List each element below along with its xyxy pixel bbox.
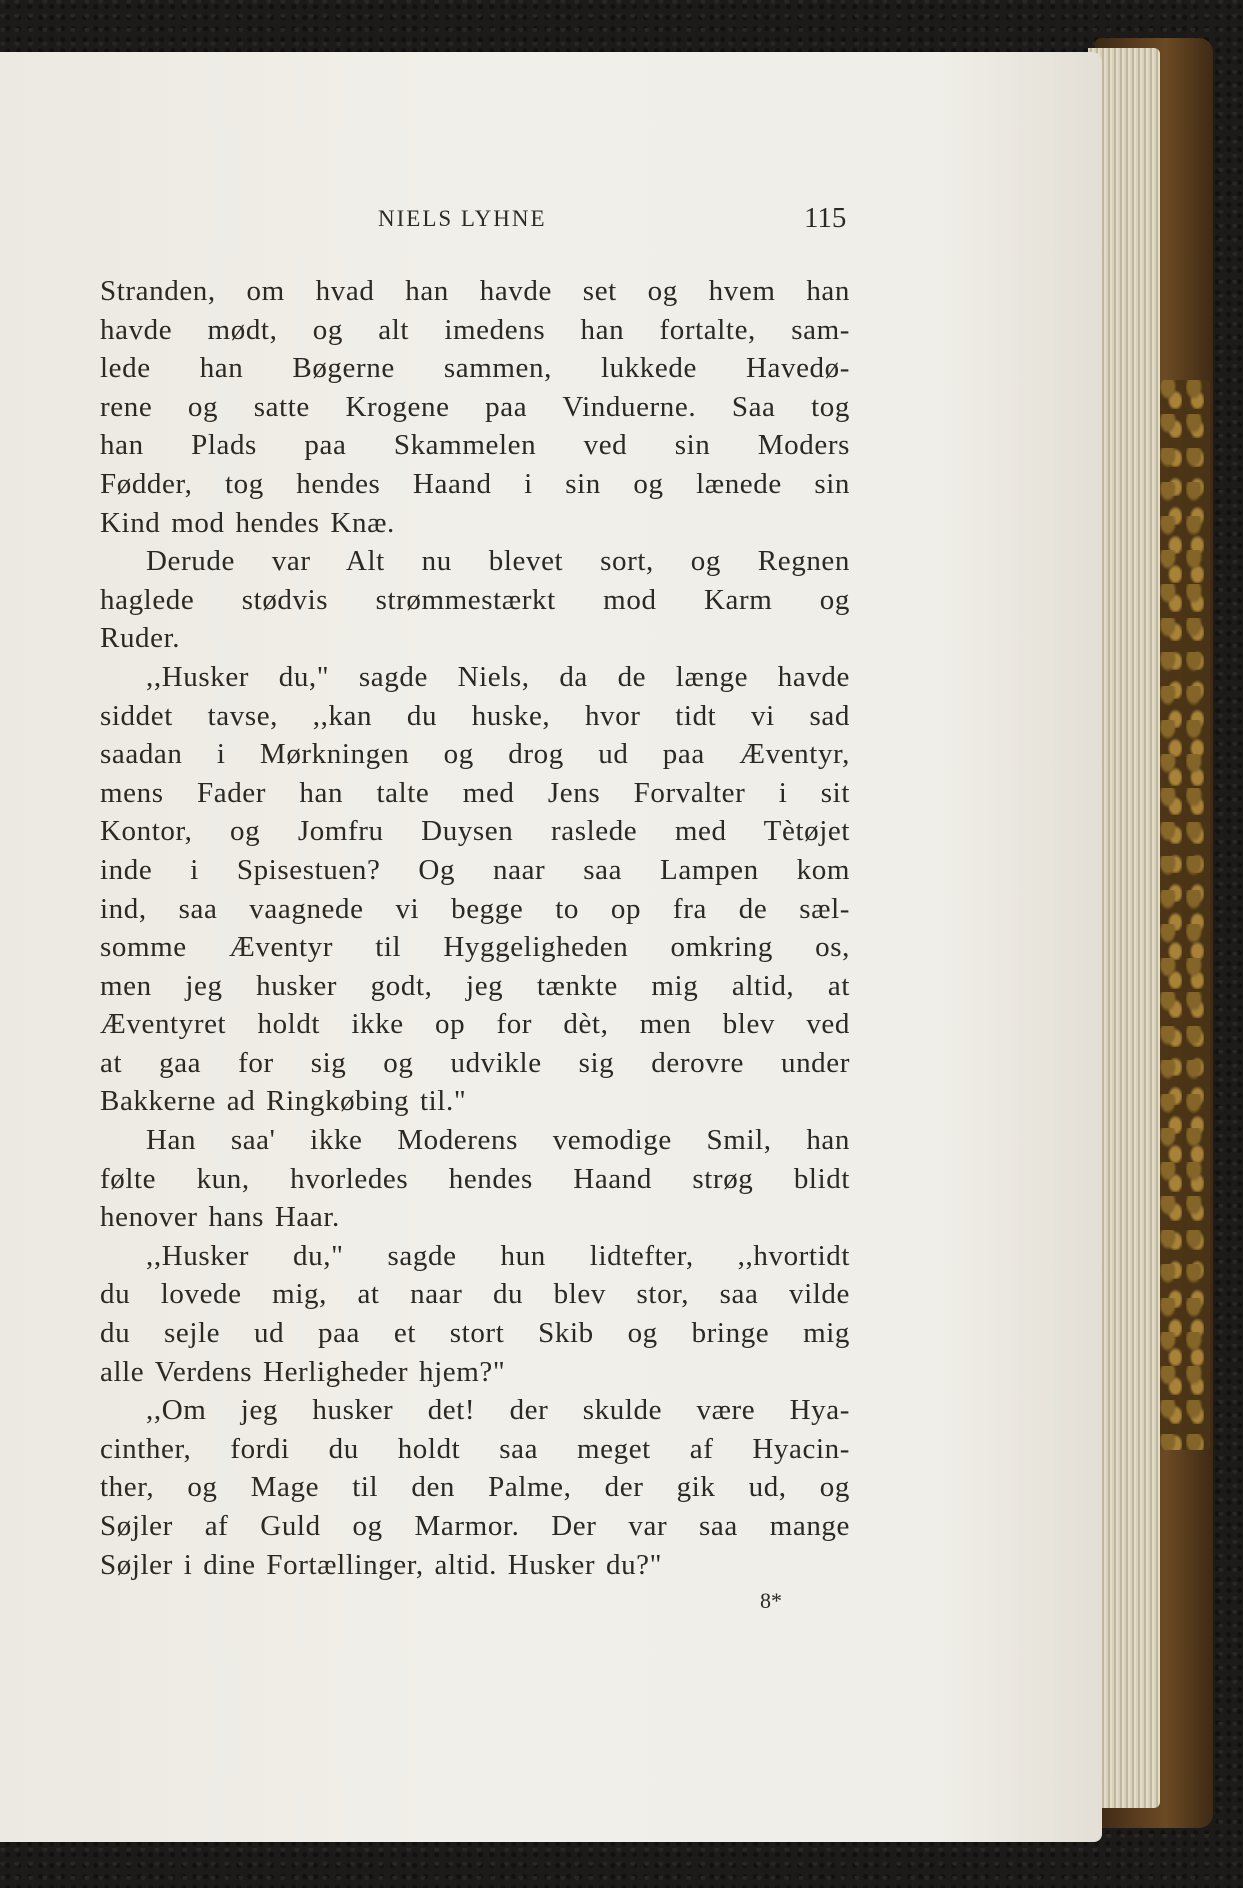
text-line: Derude var Alt nu blevet sort, og Regnen xyxy=(146,545,850,578)
text-line: men jeg husker godt, jeg tænkte mig altid, at xyxy=(100,969,850,1002)
paragraph xyxy=(100,542,850,658)
body-text xyxy=(100,272,850,1584)
text-line: alle Verdens Herligheder hjem?" xyxy=(100,1355,506,1388)
text-line: mens Fader han talte med Jens Forvalter i sit xyxy=(100,776,850,809)
signature-mark: 8* xyxy=(760,1588,782,1613)
text-line: haglede stødvis strømmestærkt mod Karm og xyxy=(100,583,850,616)
text-line: han Plads paa Skammelen ved sin Moders xyxy=(100,429,850,462)
text-line: du lovede mig, at naar du blev stor, saa vilde xyxy=(100,1278,850,1311)
text-line: Kontor, og Jomfru Duysen raslede med Tètøjet xyxy=(100,815,850,848)
paragraph xyxy=(100,272,850,542)
text-line: Kind mod hendes Knæ. xyxy=(100,506,395,539)
text-line: Fødder, tog hendes Haand i sin og lænede sin xyxy=(100,467,850,500)
paragraph xyxy=(100,1121,850,1237)
text-line: Ruder. xyxy=(100,622,181,655)
text-line: ,,Husker du," sagde Niels, da de længe havde xyxy=(146,660,850,693)
text-line: Søjler i dine Fortællinger, altid. Husker du?" xyxy=(100,1548,663,1581)
text-line: ,,Husker du," sagde hun lidtefter, ,,hvortidt xyxy=(146,1239,850,1272)
text-line: cinther, fordi du holdt saa meget af Hyacin- xyxy=(100,1432,850,1465)
text-line: henover hans Haar. xyxy=(100,1201,340,1234)
marbled-cover-pattern xyxy=(1160,380,1210,1450)
text-line: Han saa' ikke Moderens vemodige Smil, han xyxy=(146,1124,850,1157)
text-line: Æventyret holdt ikke op for dèt, men blev ved xyxy=(100,1008,850,1041)
text-line: saadan i Mørkningen og drog ud paa Æventyr, xyxy=(100,738,850,771)
text-line: Søjler af Guld og Marmor. Der var saa mange xyxy=(100,1510,850,1542)
text-line: følte kun, hvorledes hendes Haand strøg blidt xyxy=(100,1162,850,1195)
text-line: Bakkerne ad Ringkøbing til." xyxy=(100,1085,467,1118)
paragraph xyxy=(100,1237,850,1391)
text-line: ther, og Mage til den Palme, der gik ud, og xyxy=(100,1471,850,1504)
text-line: rene og satte Krogene paa Vinduerne. Saa tog xyxy=(100,390,850,423)
text-line: inde i Spisestuen? Og naar saa Lampen kom xyxy=(100,853,850,886)
paragraph xyxy=(100,1391,850,1584)
text-line: ind, saa vaagnede vi begge to op fra de sæl- xyxy=(100,892,850,925)
text-line: lede han Bøgerne sammen, lukkede Havedø- xyxy=(100,352,850,385)
text-line: somme Æventyr til Hyggeligheden omkring os, xyxy=(100,931,850,964)
text-line: siddet tavse, ,,kan du huske, hvor tidt vi sad xyxy=(100,699,850,732)
running-head-title: NIELS LYHNE xyxy=(378,206,547,231)
text-line: havde mødt, og alt imedens han fortalte, sam- xyxy=(100,313,850,346)
page-number: 115 xyxy=(804,202,847,234)
text-line: du sejle ud paa et stort Skib og bringe mig xyxy=(100,1317,850,1350)
text-line: Stranden, om hvad han havde set og hvem han xyxy=(100,275,850,307)
text-line: ,,Om jeg husker det! der skulde være Hya- xyxy=(146,1394,850,1427)
text-line: at gaa for sig og udvikle sig derovre under xyxy=(100,1046,850,1079)
running-head xyxy=(0,202,1102,242)
paragraph xyxy=(100,658,850,1121)
